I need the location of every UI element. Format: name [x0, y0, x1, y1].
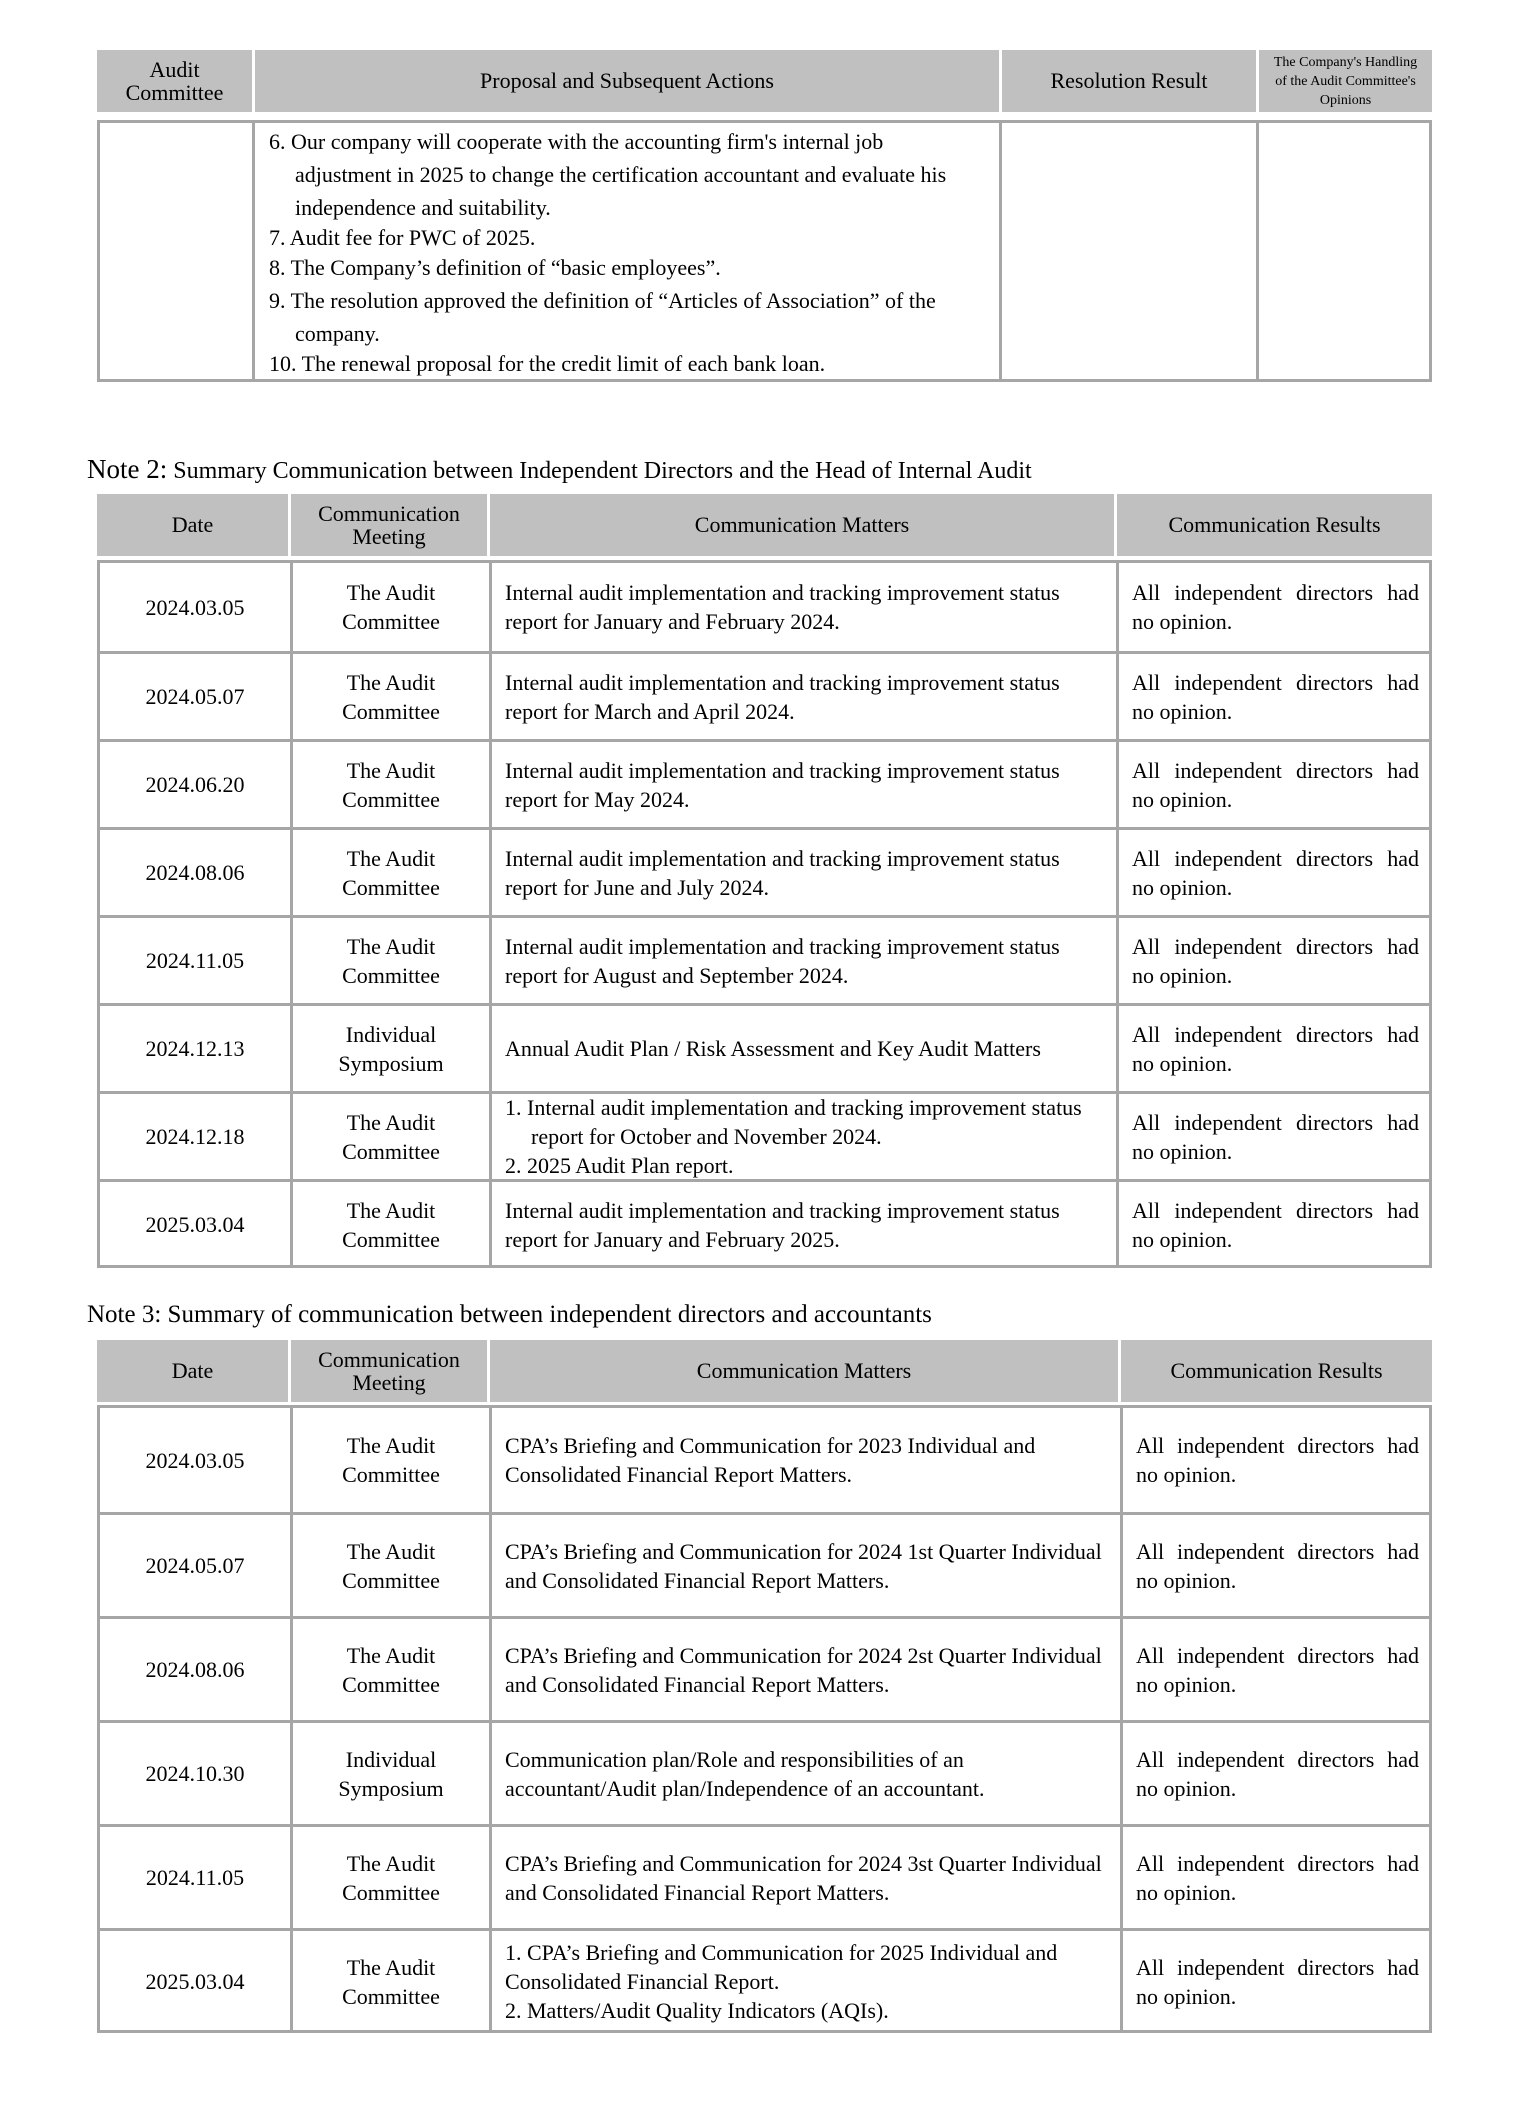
table-row — [100, 651, 1429, 739]
result-cell — [1119, 830, 1429, 915]
date-cell — [100, 1931, 293, 2032]
result-text: All independent directors had no opinion. — [1132, 1021, 1419, 1076]
meeting-cell — [293, 1723, 492, 1824]
table-row — [100, 1512, 1429, 1616]
table1-handling-cell — [1259, 123, 1429, 379]
note3-header-results: Communication Results — [1170, 1358, 1383, 1384]
matters-cell — [492, 1723, 1123, 1824]
meeting-cell — [293, 830, 492, 915]
matters-list — [505, 1938, 1110, 2025]
result-cell — [1119, 563, 1429, 651]
proposal-item: 7. Audit fee for PWC of 2025. — [269, 225, 536, 250]
result-text: All independent directors had no opinion. — [1132, 669, 1419, 724]
matters-text: Communication plan/Role and responsibilities of an accountant/Audit plan/Independence of an accountant. — [505, 1746, 985, 1801]
table1-header-proposal: Proposal and Subsequent Actions — [255, 50, 1002, 112]
matters-cell — [492, 1827, 1123, 1928]
meeting-text: The Audit Committee — [342, 933, 440, 988]
matters-cell — [492, 1006, 1119, 1091]
meeting-cell — [293, 1006, 492, 1091]
date-text: 2024.03.05 — [145, 1447, 245, 1473]
matters-text: CPA’s Briefing and Communication for 2024 3st Quarter Individual and Consolidated Financial Report Matters. — [505, 1850, 1102, 1905]
date-cell — [100, 654, 293, 739]
date-text: 2024.08.06 — [145, 860, 245, 885]
matters-cell — [492, 918, 1119, 1003]
proposal-item: 10. The renewal proposal for the credit limit of each bank loan. — [269, 351, 826, 376]
date-text: 2024.12.13 — [145, 1036, 245, 1061]
meeting-text: Individual Symposium — [338, 1746, 444, 1801]
note3-header — [97, 1340, 1432, 1402]
date-cell — [100, 830, 293, 915]
note3-title — [87, 1301, 932, 1329]
meeting-cell — [293, 1094, 492, 1179]
table-row — [100, 1179, 1429, 1267]
matters-text: CPA’s Briefing and Communication for 2024 1st Quarter Individual and Consolidated Financial Report Matters. — [505, 1538, 1102, 1593]
note2-title-text: Summary Communication between Independent Directors and the Head of Internal Audit — [167, 458, 1032, 484]
result-cell — [1119, 654, 1429, 739]
result-text: All independent directors had no opinion. — [1132, 580, 1419, 634]
matters-cell — [492, 1408, 1123, 1512]
table-row — [100, 827, 1429, 915]
date-cell — [100, 1619, 293, 1720]
note3-header-date: Date — [97, 1340, 291, 1402]
meeting-cell — [293, 1619, 492, 1720]
meeting-text: The Audit Committee — [342, 845, 440, 900]
note3-header-matters: Communication Matters — [490, 1340, 1121, 1402]
meeting-text: The Audit Committee — [342, 1197, 440, 1252]
meeting-text: The Audit Committee — [342, 580, 440, 634]
matters-cell — [492, 1931, 1123, 2032]
note2-body — [97, 560, 1432, 1268]
matters-cell — [492, 1619, 1123, 1720]
date-text: 2024.05.07 — [145, 1553, 245, 1578]
result-cell — [1119, 918, 1429, 1003]
matters-text: Internal audit implementation and tracking improvement status report for January and February 2025. — [505, 1197, 1060, 1252]
matters-item: 2. Matters/Audit Quality Indicators (AQIs). — [505, 1998, 889, 2023]
matters-cell — [492, 1182, 1119, 1267]
table1-proposal-cell — [255, 123, 1002, 379]
result-cell — [1119, 1094, 1429, 1179]
meeting-text: The Audit Committee — [342, 1850, 440, 1905]
meeting-cell — [293, 918, 492, 1003]
result-text: All independent directors had no opinion. — [1132, 1109, 1419, 1164]
matters-text: Internal audit implementation and tracking improvement status report for June and July 2024. — [505, 845, 1060, 900]
meeting-cell — [293, 1827, 492, 1928]
date-cell — [100, 1182, 293, 1267]
table1-resolution-cell — [1002, 123, 1259, 379]
meeting-text: The Audit Committee — [342, 1642, 440, 1697]
meeting-cell — [293, 1931, 492, 2032]
proposal-list — [269, 125, 985, 378]
matters-text: Annual Audit Plan / Risk Assessment and Key Audit Matters — [505, 1036, 1041, 1061]
proposal-item: 9. The resolution approved the definition of “Articles of Association” of the company. — [269, 288, 936, 346]
note2-title — [87, 454, 1032, 485]
matters-cell — [492, 654, 1119, 739]
date-cell — [100, 742, 293, 827]
date-cell — [100, 1408, 293, 1512]
table-row — [100, 123, 1429, 379]
result-text: All independent directors had no opinion. — [1136, 1954, 1419, 2009]
table1-header-handling: The Company's Handling of the Audit Committee's Opinions — [1273, 54, 1418, 108]
meeting-cell — [293, 654, 492, 739]
meeting-text: The Audit Committee — [342, 1433, 440, 1487]
table1-body — [97, 120, 1432, 382]
result-cell — [1119, 1006, 1429, 1091]
note2-header-matters: Communication Matters — [490, 494, 1117, 556]
table-row — [100, 1408, 1429, 1512]
meeting-text: The Audit Committee — [342, 1954, 440, 2009]
date-text: 2025.03.04 — [145, 1212, 245, 1237]
result-text: All independent directors had no opinion. — [1136, 1538, 1419, 1593]
note2-header — [97, 494, 1432, 556]
proposal-item: 8. The Company’s definition of “basic employees”. — [269, 255, 721, 280]
meeting-text: The Audit Committee — [342, 1109, 440, 1164]
matters-cell — [492, 563, 1119, 651]
table-row — [100, 739, 1429, 827]
result-text: All independent directors had no opinion. — [1132, 1197, 1419, 1252]
table1-committee-cell — [100, 123, 255, 379]
proposal-item: 6. Our company will cooperate with the accounting firm's internal job adjustment in 2025 to change the certification accountant and evaluate his independence and suitability. — [269, 129, 947, 220]
meeting-text: The Audit Committee — [342, 757, 440, 812]
table-row — [100, 1720, 1429, 1824]
result-cell — [1123, 1723, 1429, 1824]
matters-item: 1. Internal audit implementation and tracking improvement status report for October and November 2024. — [505, 1095, 1082, 1149]
result-text: All independent directors had no opinion. — [1132, 757, 1419, 812]
table1-header-resolution: Resolution Result — [1002, 50, 1259, 112]
table-row — [100, 1616, 1429, 1720]
result-text: All independent directors had no opinion. — [1136, 1433, 1419, 1487]
meeting-cell — [293, 1408, 492, 1512]
matters-text: Internal audit implementation and tracking improvement status report for January and February 2024. — [505, 580, 1060, 634]
table-row — [100, 1824, 1429, 1928]
meeting-text: Individual Symposium — [338, 1021, 444, 1076]
date-text: 2024.10.30 — [145, 1761, 245, 1786]
result-cell — [1123, 1619, 1429, 1720]
date-text: 2024.05.07 — [145, 684, 245, 709]
date-cell — [100, 1723, 293, 1824]
date-text: 2024.08.06 — [145, 1657, 245, 1682]
matters-text: CPA’s Briefing and Communication for 2023 Individual and Consolidated Financial Report Matters. — [505, 1433, 1036, 1487]
result-cell — [1123, 1408, 1429, 1512]
date-cell — [100, 918, 293, 1003]
date-text: 2024.06.20 — [145, 772, 245, 797]
meeting-cell — [293, 563, 492, 651]
meeting-cell — [293, 1182, 492, 1267]
matters-item: 1. CPA’s Briefing and Communication for 2025 Individual and Consolidated Financial Report. — [505, 1940, 1058, 1994]
matters-cell — [492, 1094, 1119, 1179]
date-cell — [100, 563, 293, 651]
date-text: 2024.03.05 — [145, 594, 245, 620]
meeting-text: The Audit Committee — [342, 1538, 440, 1593]
result-text: All independent directors had no opinion. — [1132, 933, 1419, 988]
date-cell — [100, 1515, 293, 1616]
result-cell — [1123, 1931, 1429, 2032]
table-row — [100, 1091, 1429, 1179]
note2-header-date: Date — [97, 494, 291, 556]
note2-header-results: Communication Results — [1168, 512, 1381, 538]
meeting-cell — [293, 1515, 492, 1616]
result-text: All independent directors had no opinion. — [1132, 845, 1419, 900]
table-row — [100, 1003, 1429, 1091]
result-cell — [1123, 1827, 1429, 1928]
matters-cell — [492, 742, 1119, 827]
date-text: 2025.03.04 — [145, 1969, 245, 1994]
note3-title-text: Summary of communication between independent directors and accountants — [161, 1301, 932, 1328]
matters-cell — [492, 1515, 1123, 1616]
table-row — [100, 1928, 1429, 2032]
note3-body — [97, 1405, 1432, 2033]
result-cell — [1119, 1182, 1429, 1267]
note3-header-meeting: Communication Meeting — [291, 1340, 490, 1402]
result-text: All independent directors had no opinion. — [1136, 1642, 1419, 1697]
note2-label: Note 2: — [87, 454, 168, 484]
matters-list — [505, 1093, 1106, 1180]
note2-header-meeting: Communication Meeting — [291, 494, 490, 556]
date-cell — [100, 1006, 293, 1091]
matters-text: Internal audit implementation and tracking improvement status report for March and April 2024. — [505, 669, 1060, 724]
date-text: 2024.11.05 — [145, 948, 245, 973]
matters-cell — [492, 830, 1119, 915]
matters-text: Internal audit implementation and tracking improvement status report for August and September 2024. — [505, 933, 1060, 988]
meeting-cell — [293, 742, 492, 827]
table-row — [100, 915, 1429, 1003]
result-text: All independent directors had no opinion. — [1136, 1746, 1419, 1801]
note3-label: Note 3: — [87, 1301, 162, 1328]
date-cell — [100, 1094, 293, 1179]
table1-header-committee: Audit Committee — [97, 50, 255, 112]
result-text: All independent directors had no opinion. — [1136, 1850, 1419, 1905]
matters-text: CPA’s Briefing and Communication for 2024 2st Quarter Individual and Consolidated Financial Report Matters. — [505, 1642, 1102, 1697]
date-text: 2024.12.18 — [145, 1124, 245, 1149]
date-cell — [100, 1827, 293, 1928]
meeting-text: The Audit Committee — [342, 669, 440, 724]
table-row — [100, 563, 1429, 651]
matters-text: Internal audit implementation and tracking improvement status report for May 2024. — [505, 757, 1060, 812]
result-cell — [1123, 1515, 1429, 1616]
result-cell — [1119, 742, 1429, 827]
matters-item: 2. 2025 Audit Plan report. — [505, 1153, 734, 1178]
date-text: 2024.11.05 — [145, 1865, 245, 1890]
table1-header — [97, 50, 1432, 112]
